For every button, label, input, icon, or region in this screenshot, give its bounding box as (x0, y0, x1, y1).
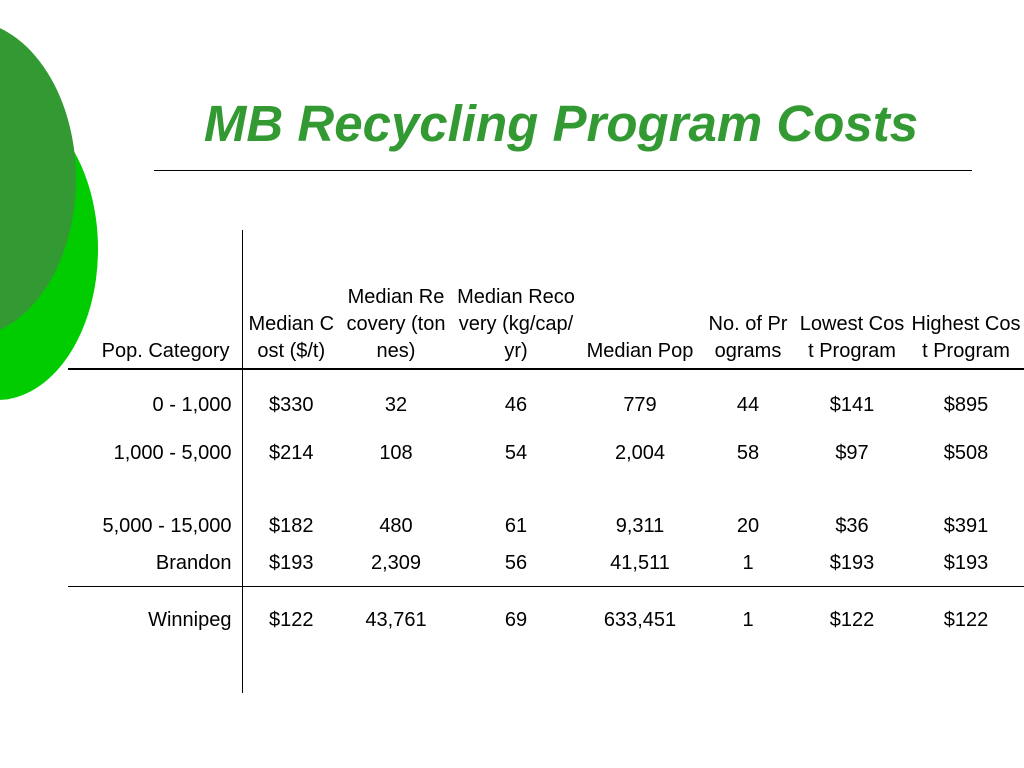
num-programs-cell: 44 (736, 393, 760, 416)
median-recovery-kg-cell: 56 (452, 541, 580, 587)
median-recovery-kg-cell: 61 (504, 515, 528, 537)
spacer-cell (580, 653, 700, 693)
num-programs-cell: 58 (736, 442, 760, 464)
lowest-cost-cell: $122 (829, 608, 875, 631)
median-recovery-tonnes-cell: 108 (379, 442, 413, 464)
lowest-cost-cell: $193 (796, 541, 908, 587)
spacer-cell (68, 653, 242, 693)
median-recovery-kg-cell: 69 (504, 608, 528, 631)
median-pop-cell: 779 (623, 393, 657, 416)
median-cost-cell: $182 (269, 515, 314, 537)
spacer-cell (908, 653, 1024, 693)
median-recovery-tonnes-cell: 43,761 (365, 608, 427, 631)
median-recovery-kg-cell: 54 (504, 442, 528, 464)
median-recovery-kg-cell: 46 (504, 393, 528, 416)
cost-table-container (68, 230, 1024, 683)
highest-cost-cell: $193 (908, 541, 1024, 587)
median-recovery-tonnes-cell: 480 (379, 515, 413, 537)
header-pop-category: Pop. Category (68, 230, 242, 369)
header-highest-cost: Highest Cost Program (908, 230, 1024, 369)
highest-cost-cell: $391 (943, 515, 989, 537)
median-cost-cell: $193 (242, 541, 340, 587)
median-pop-cell: 2,004 (614, 442, 666, 464)
spacer-cell (340, 653, 452, 693)
spacer-cell (796, 653, 908, 693)
num-programs-cell: 1 (742, 608, 754, 631)
median-recovery-tonnes-cell: 32 (384, 393, 408, 416)
recycling-cost-table (68, 230, 1024, 693)
median-recovery-tonnes-cell: 2,309 (340, 541, 452, 587)
median-pop-cell: 9,311 (615, 515, 665, 537)
header-num-programs: No. of Programs (700, 230, 796, 369)
median-cost-cell: $122 (269, 608, 314, 631)
pop-category-cell: Winnipeg (68, 587, 242, 654)
header-lowest-cost: Lowest Cost Program (796, 230, 908, 369)
header-median-recovery-kg: Median Recovery (kg/cap/yr) (452, 230, 580, 369)
table-row (68, 474, 1024, 541)
header-median-pop: Median Pop (580, 230, 700, 369)
lowest-cost-cell: $97 (835, 442, 869, 464)
table-row (68, 369, 1024, 440)
num-programs-cell: 1 (700, 541, 796, 587)
lowest-cost-cell: $141 (829, 393, 875, 416)
table-row (68, 541, 1024, 587)
header-median-cost: Median Cost ($/t) (242, 230, 340, 369)
slide-title: MB Recycling Program Costs (203, 95, 919, 152)
table-spacer-row (68, 653, 1024, 693)
num-programs-cell: 20 (736, 515, 760, 537)
pop-category-cell: 5,000 - 15,000 (68, 474, 242, 541)
table-row (68, 440, 1024, 474)
lowest-cost-cell: $36 (835, 515, 869, 537)
highest-cost-cell: $895 (943, 393, 989, 416)
median-cost-cell: $330 (269, 393, 314, 416)
table-header-row (68, 230, 1024, 369)
spacer-cell (242, 653, 340, 693)
table-row (68, 587, 1024, 654)
title-underline (154, 170, 972, 171)
highest-cost-cell: $508 (943, 442, 989, 464)
median-cost-cell: $214 (269, 442, 314, 464)
header-median-recovery-tonnes: Median Recovery (tonnes) (340, 230, 452, 369)
highest-cost-cell: $122 (943, 608, 989, 631)
pop-category-cell: 0 - 1,000 (68, 369, 242, 440)
spacer-cell (700, 653, 796, 693)
median-pop-cell: 633,451 (603, 608, 677, 631)
pop-category-cell: 1,000 - 5,000 (68, 440, 242, 474)
median-pop-cell: 41,511 (580, 541, 700, 587)
spacer-cell (452, 653, 580, 693)
pop-category-cell: Brandon (68, 541, 242, 587)
